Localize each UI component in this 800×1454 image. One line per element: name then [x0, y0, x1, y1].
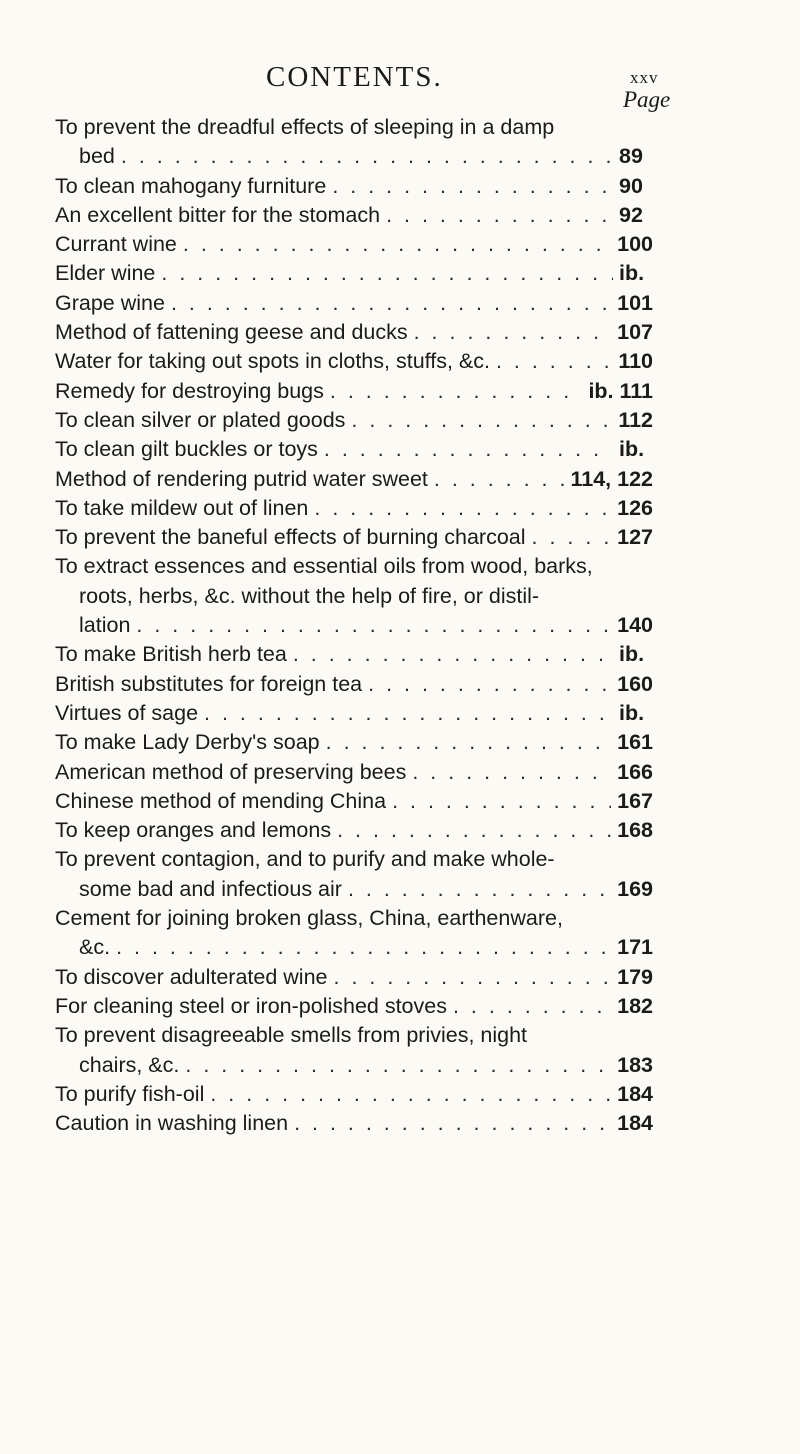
- entry-page-number: ib.: [619, 437, 645, 462]
- entry-title: To take mildew out of linen: [55, 495, 309, 520]
- entry-final-line: [55, 992, 653, 1021]
- entry-final-line: [55, 259, 653, 288]
- contents-entry: [55, 845, 653, 904]
- running-head: [0, 60, 800, 100]
- entry-title: To make Lady Derby's soap: [55, 730, 320, 755]
- contents-entry: [55, 1109, 653, 1138]
- contents-entry: [55, 1080, 653, 1109]
- contents-entry: [55, 670, 653, 699]
- contents-entry: [55, 347, 653, 376]
- dot-leader: [293, 640, 613, 669]
- entry-title: Chinese method of mending China: [55, 788, 387, 813]
- entry-title: some bad and infectious air: [79, 876, 342, 901]
- dot-leader: [183, 230, 611, 259]
- entry-title: chairs, &c.: [79, 1052, 180, 1077]
- entry-title: Currant wine: [55, 232, 177, 257]
- contents-entry: [55, 172, 653, 201]
- dot-leader: [204, 699, 613, 728]
- entry-page-number: 171: [617, 935, 653, 960]
- entry-final-line: [55, 1051, 653, 1080]
- entry-title: Water for taking out spots in cloths, stuffs, &c.: [55, 349, 490, 374]
- contents-entry: [55, 1021, 653, 1080]
- entry-final-line: [55, 787, 653, 816]
- entry-page-number: ib.: [619, 642, 645, 667]
- dot-leader: [368, 670, 611, 699]
- entry-final-line: [55, 699, 653, 728]
- page-column-label: Page: [623, 87, 671, 112]
- contents-list: [55, 113, 653, 1138]
- entry-final-line: [55, 494, 653, 523]
- dot-leader: [337, 816, 611, 845]
- dot-leader: [496, 347, 612, 376]
- entry-final-line: [55, 142, 653, 171]
- contents-entry: [55, 201, 653, 230]
- dot-leader: [532, 523, 612, 552]
- entry-page-number: 160: [617, 671, 653, 696]
- entry-title: To keep oranges and lemons: [55, 818, 332, 843]
- contents-entry: [55, 259, 653, 288]
- entry-title: Caution in washing linen: [55, 1111, 289, 1136]
- contents-entry: [55, 523, 653, 552]
- entry-final-line: [55, 172, 653, 201]
- entry-final-line: [55, 640, 653, 669]
- contents-entry: [55, 318, 653, 347]
- entry-final-line: [55, 523, 653, 552]
- entry-text-line: To prevent the dreadful effects of sleeping in a damp: [55, 115, 555, 139]
- entry-page-number: 182: [617, 993, 653, 1018]
- entry-text-line: Cement for joining broken glass, China, earthenware,: [55, 906, 563, 931]
- entry-title: To make British herb tea: [55, 642, 287, 667]
- entry-final-line: [55, 201, 653, 230]
- contents-entry: [55, 728, 653, 757]
- contents-entry: [55, 377, 653, 406]
- entry-page-number: 184: [617, 1081, 653, 1106]
- entry-final-line: [55, 435, 653, 464]
- entry-page-number: 161: [617, 730, 653, 755]
- entry-title: American method of preserving bees: [55, 759, 407, 784]
- entry-title: An excellent bitter for the stomach: [55, 202, 381, 227]
- dot-leader: [453, 992, 611, 1021]
- entry-page-number: 89: [619, 144, 643, 169]
- entry-title: To discover adulterated wine: [55, 964, 328, 989]
- dot-leader: [116, 933, 611, 962]
- entry-title: To clean gilt buckles or toys: [55, 437, 318, 462]
- contents-entry: [55, 904, 653, 963]
- entry-page-number: ib.: [619, 700, 645, 725]
- entry-page-number: 110: [618, 349, 653, 374]
- entry-title: To purify fish-oil: [55, 1081, 205, 1106]
- entry-final-line: [55, 289, 653, 318]
- entry-page-number: ib.: [619, 261, 645, 286]
- entry-title: lation: [79, 613, 131, 638]
- entry-final-line: [55, 875, 653, 904]
- dot-leader: [414, 318, 612, 347]
- entry-page-number: 90: [619, 173, 643, 198]
- dot-leader: [330, 377, 583, 406]
- entry-page-number: 127: [617, 525, 653, 550]
- entry-final-line: [55, 347, 653, 376]
- entry-final-line: [55, 758, 653, 787]
- contents-entry: [55, 699, 653, 728]
- dot-leader: [351, 406, 612, 435]
- dot-leader: [392, 787, 611, 816]
- dot-leader: [386, 201, 613, 230]
- entry-page-number: 179: [617, 964, 653, 989]
- entry-page-number: ib. 111: [588, 378, 653, 403]
- dot-leader: [332, 172, 613, 201]
- dot-leader: [334, 963, 612, 992]
- folio-number: xxv: [630, 68, 659, 87]
- dot-leader: [326, 728, 612, 757]
- entry-page-number: 168: [617, 818, 653, 843]
- dot-leader: [294, 1109, 611, 1138]
- contents-entry: [55, 289, 653, 318]
- entry-page-number: 92: [619, 202, 643, 227]
- contents-entry: [55, 494, 653, 523]
- entry-title: British substitutes for foreign tea: [55, 671, 363, 696]
- entry-page-number: 107: [617, 320, 653, 345]
- entry-text-line: To extract essences and essential oils from wood, barks,: [55, 554, 593, 579]
- dot-leader: [136, 611, 611, 640]
- entry-final-line: [55, 963, 653, 992]
- entry-title: Grape wine: [55, 290, 165, 315]
- entry-text-line: roots, herbs, &c. without the help of fire, or distil-: [79, 583, 540, 608]
- contents-entry: [55, 465, 653, 494]
- entry-page-number: 167: [617, 788, 653, 813]
- entry-title: Elder wine: [55, 261, 156, 286]
- dot-leader: [324, 435, 613, 464]
- dot-leader: [185, 1051, 611, 1080]
- dot-leader: [412, 758, 611, 787]
- entry-page-number: 100: [617, 232, 653, 257]
- entry-page-number: 184: [617, 1111, 653, 1136]
- entry-final-line: [55, 230, 653, 259]
- entry-page-number: 140: [617, 613, 653, 638]
- entry-final-line: [55, 816, 653, 845]
- entry-page-number: 183: [617, 1052, 653, 1077]
- dot-leader: [161, 259, 613, 288]
- contents-entry: [55, 230, 653, 259]
- contents-entry: [55, 787, 653, 816]
- entry-text-line: To prevent contagion, and to purify and make whole-: [55, 847, 555, 872]
- entry-final-line: [55, 1109, 653, 1138]
- entry-page-number: 169: [617, 876, 653, 901]
- contents-entry: [55, 816, 653, 845]
- dot-leader: [171, 289, 611, 318]
- entry-text-line: To prevent disagreeable smells from privies, night: [55, 1023, 528, 1048]
- contents-entry: [55, 435, 653, 464]
- contents-entry: [55, 758, 653, 787]
- entry-page-number: 101: [617, 290, 653, 315]
- entry-page-number: 112: [618, 407, 653, 432]
- entry-final-line: [55, 318, 653, 347]
- dot-leader: [121, 142, 613, 171]
- entry-title: To clean mahogany furniture: [55, 173, 327, 198]
- contents-entry: [55, 552, 653, 640]
- contents-entry: [55, 406, 653, 435]
- entry-title: Method of rendering putrid water sweet: [55, 466, 428, 491]
- entry-title: &c.: [79, 935, 111, 960]
- entry-title: Virtues of sage: [55, 700, 199, 725]
- entry-title: To clean silver or plated goods: [55, 407, 346, 432]
- dot-leader: [434, 465, 565, 494]
- entry-final-line: [55, 406, 653, 435]
- entry-page-number: 126: [617, 495, 653, 520]
- entry-title: Method of fattening geese and ducks: [55, 320, 408, 345]
- entry-final-line: [55, 933, 653, 962]
- entry-title: To prevent the baneful effects of burning charcoal: [55, 525, 526, 550]
- contents-entry: [55, 992, 653, 1021]
- dot-leader: [348, 875, 611, 904]
- entry-title: bed: [79, 144, 115, 169]
- entry-page-number: 114, 122: [570, 466, 653, 491]
- entry-final-line: [55, 465, 653, 494]
- entry-title: For cleaning steel or iron-polished stoves: [55, 993, 447, 1018]
- contents-entry: [55, 113, 653, 172]
- entry-final-line: [55, 728, 653, 757]
- dot-leader: [314, 494, 611, 523]
- entry-final-line: [55, 377, 653, 406]
- page-title: CONTENTS.: [266, 61, 443, 93]
- dot-leader: [210, 1080, 611, 1109]
- entry-final-line: [55, 611, 653, 640]
- contents-entry: [55, 640, 653, 669]
- entry-final-line: [55, 670, 653, 699]
- entry-title: Remedy for destroying bugs: [55, 378, 324, 403]
- contents-entry: [55, 963, 653, 992]
- entry-final-line: [55, 1080, 653, 1109]
- entry-page-number: 166: [617, 759, 653, 784]
